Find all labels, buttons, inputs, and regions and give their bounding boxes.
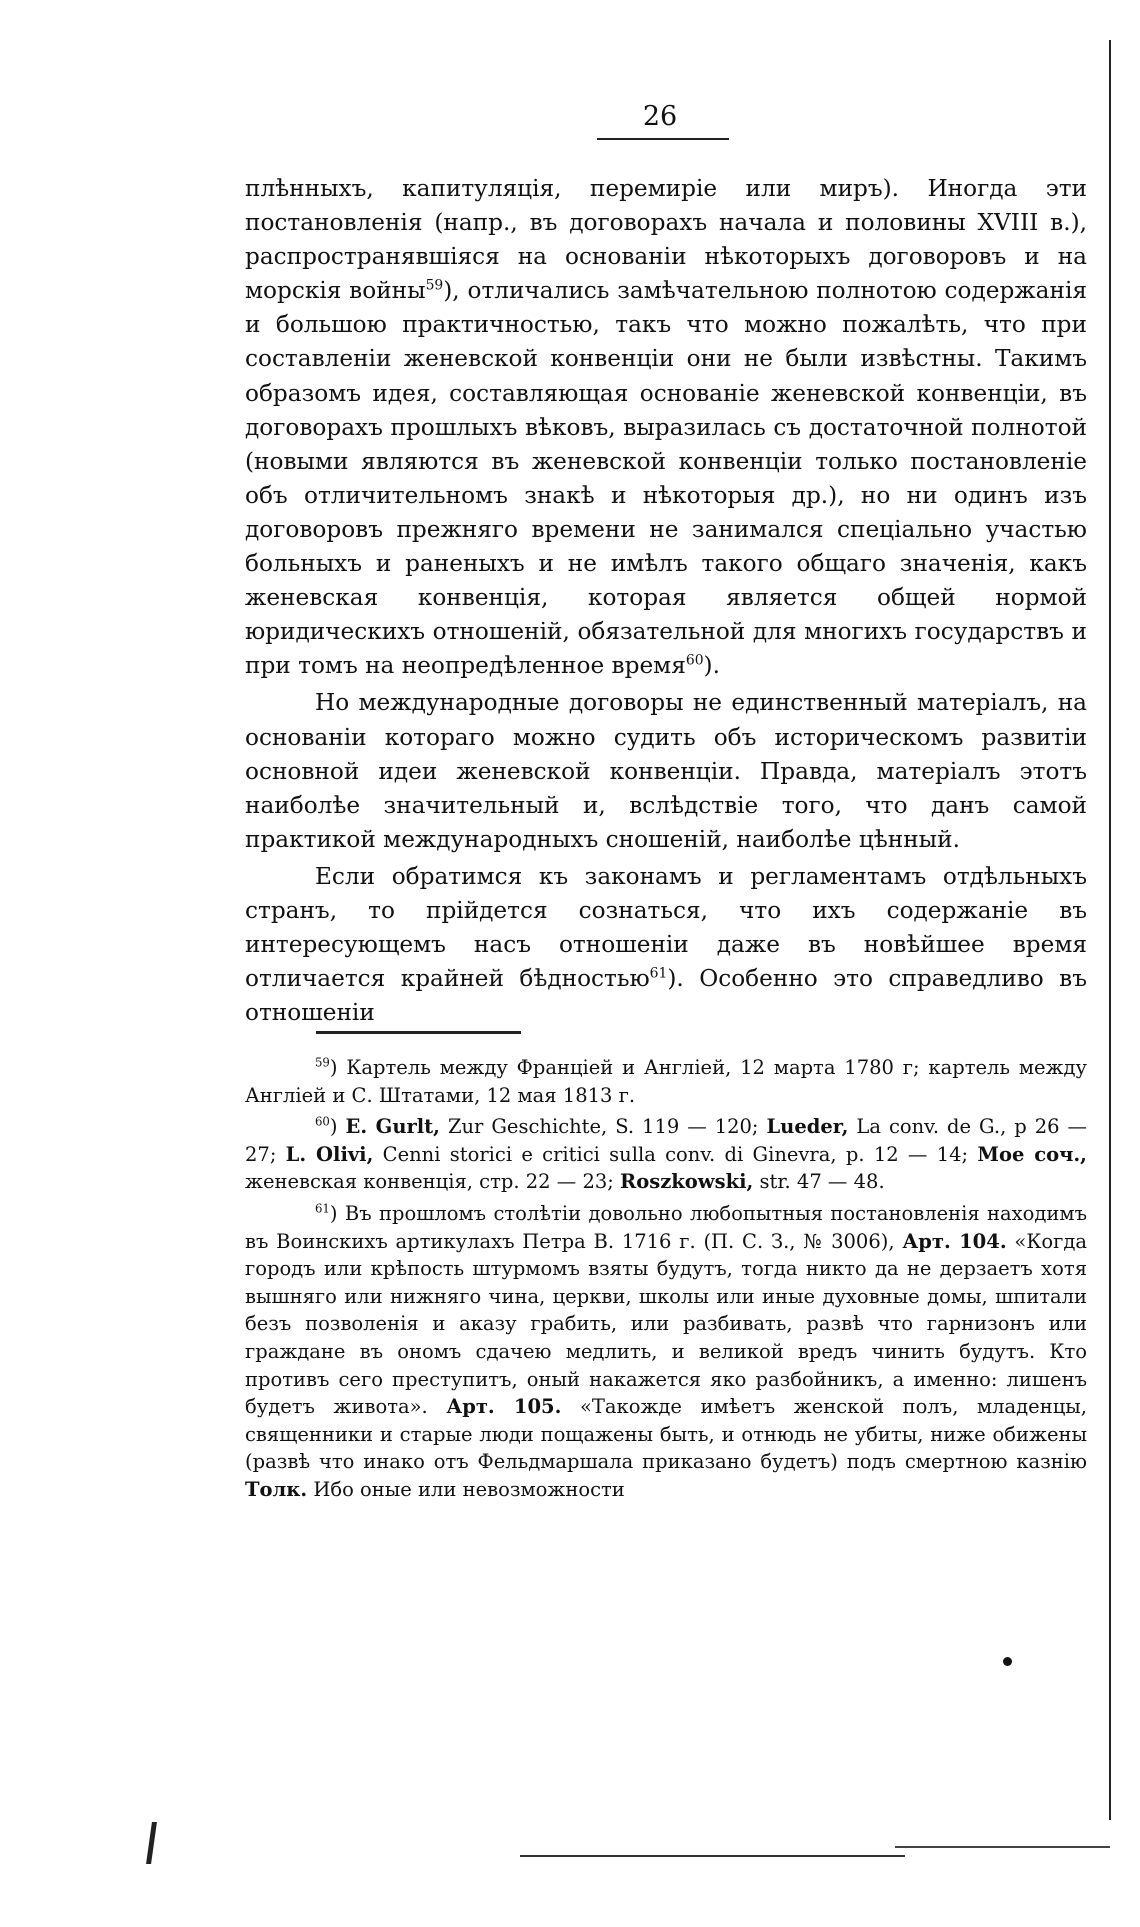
footnote-61-article-104: Арт. 104. xyxy=(902,1229,1007,1253)
footnote-60 xyxy=(245,1113,1087,1196)
footnote-60-author-own: Мое соч., xyxy=(977,1142,1087,1166)
footnote-60-text-d: Cenni storici e critici sulla conv. di Ginevra, p. 12 — 14; xyxy=(373,1142,978,1166)
footnote-ref-60: 60 xyxy=(685,652,704,669)
page-edge-rule xyxy=(1109,40,1111,1820)
footnote-61-text-b: «Когда городъ или крѣпость штурмомъ взяты будутъ, тогда никто да не дерзаетъ хотя вышняго или нижняго чина, церкви, школы или иные духовные домы, шпитали безъ позволенія и аказу грабить, или разбивать, развѣ что гарнизонъ или граждане въ ономъ сдачею медлить, и великой вредъ чинить будутъ. Кто противъ сего преступитъ, оный накажется яко разбойникъ, а именно: лишенъ будетъ живота». xyxy=(245,1229,1088,1419)
footnote-60-author-gurlt: E. Gurlt, xyxy=(345,1115,440,1139)
footnote-ref-59: 59 xyxy=(425,277,444,294)
footnote-60-text-e: женевская конвенція, стр. 22 — 23; xyxy=(245,1170,621,1194)
footnote-60-author-roszkowski: Roszkowski, xyxy=(620,1170,754,1194)
page-number: 26 xyxy=(642,101,678,132)
bottom-scan-line xyxy=(520,1855,905,1857)
paragraph-1-text-c: ). xyxy=(703,652,720,680)
footnote-61-text-a: ) Въ прошломъ столѣтіи довольно любопытныя постановленія находимъ въ Воинскихъ артикулахъ Петра В. 1716 г. (П. С. З., № 3006), xyxy=(245,1201,1087,1253)
main-text xyxy=(245,172,1087,1030)
margin-mark xyxy=(146,1822,157,1864)
footnote-60-text-f: str. 47 — 48. xyxy=(753,1170,885,1194)
footnote-60-author-lueder: Lueder, xyxy=(766,1115,849,1139)
footnote-60-author-olivi: L. Olivi, xyxy=(285,1142,374,1166)
footnote-separator xyxy=(316,1031,521,1034)
paragraph-1-text-b: ), отличались замѣчательною полнотою содержанія и большою практичностью, такъ что можно пожалѣть, что при составленіи женевской конвенціи они не были извѣстны. Такимъ образомъ идея, составляющая основаніе женевской конвенціи, въ договорахъ прошлыхъ вѣковъ, выразилась съ достаточной полнотой (новыми являются въ женевской конвенціи только постановленіе объ отличительномъ знакѣ и нѣкоторыя др.), но ни одинъ изъ договоровъ прежняго времени не занимался спеціально участью больныхъ и раненыхъ и не имѣлъ такого общаго значенія, какъ женевская конвенція, которая является общей нормой юридическихъ отношеній, обязательной для многихъ государствъ и при томъ на неопредѣленное время xyxy=(245,277,1087,680)
footnote-60-text-b: Zur Geschichte, S. 119 — 120; xyxy=(439,1115,767,1139)
footnote-61 xyxy=(245,1200,1087,1504)
footnote-61-mark: 61 xyxy=(315,1201,330,1216)
paragraph-3 xyxy=(245,860,1087,1030)
ink-dot xyxy=(1003,1657,1012,1666)
paragraph-3-text-b: ). Особенно это справедливо въ отношеніи xyxy=(245,965,1087,1027)
footnote-59 xyxy=(245,1054,1087,1109)
footnote-61-text-c: «Такожде имѣетъ женской полъ, младенцы, священники и старые люди пощажены быть, и отнюдь не убиты, ниже обижены (развѣ что инако отъ Фельдмаршала приказано будетъ) подъ смертною казнію xyxy=(245,1395,1087,1474)
footnote-60-text-c: La conv. de G., p 26 — 27; xyxy=(245,1115,1088,1166)
paragraph-3-text-a: Если обратимся къ законамъ и регламентамъ отдѣльныхъ странъ, то прійдется сознаться, что ихъ содержаніе въ интересующемъ насъ отношеніи даже въ новѣйшее время отличается крайней бѣдностью xyxy=(245,862,1087,993)
footnote-61-article-105: Арт. 105. xyxy=(446,1395,562,1419)
paragraph-1 xyxy=(245,172,1087,683)
footnote-61-text-d: Ибо оные или невозможности xyxy=(307,1477,625,1501)
footnote-61-tolk: Толк. xyxy=(245,1477,308,1501)
footnote-59-mark: 59 xyxy=(315,1055,330,1070)
footnote-59-text: ) Картель между Франціей и Англіей, 12 марта 1780 г; картель между Англіей и С. Штатами, 12 мая 1813 г. xyxy=(245,1056,1087,1107)
paragraph-1-text-a: плѣнныхъ, капитуляція, перемиріе или миръ). Иногда эти постановленія (напр., въ договорахъ начала и половины XVIII в.), распространявшіяся на основаніи нѣкоторыхъ договоровъ и на морскія войны xyxy=(245,175,1087,305)
bottom-scan-line-right xyxy=(895,1846,1110,1848)
paragraph-2: Но международные договоры не единственный матеріалъ, на основаніи котораго можно судить объ историческомъ развитіи основной идеи женевской конвенціи. Правда, матеріалъ этотъ наиболѣе значительный и, вслѣдствіе того, что данъ самой практикой международныхъ сношеній, наиболѣе цѣнный. xyxy=(245,689,1087,853)
footnote-60-mark: 60 xyxy=(315,1114,330,1129)
footnote-60-text-a: ) xyxy=(329,1115,346,1139)
page-number-underline xyxy=(597,138,729,140)
footnotes xyxy=(245,1054,1087,1508)
footnote-ref-61: 61 xyxy=(649,965,668,982)
